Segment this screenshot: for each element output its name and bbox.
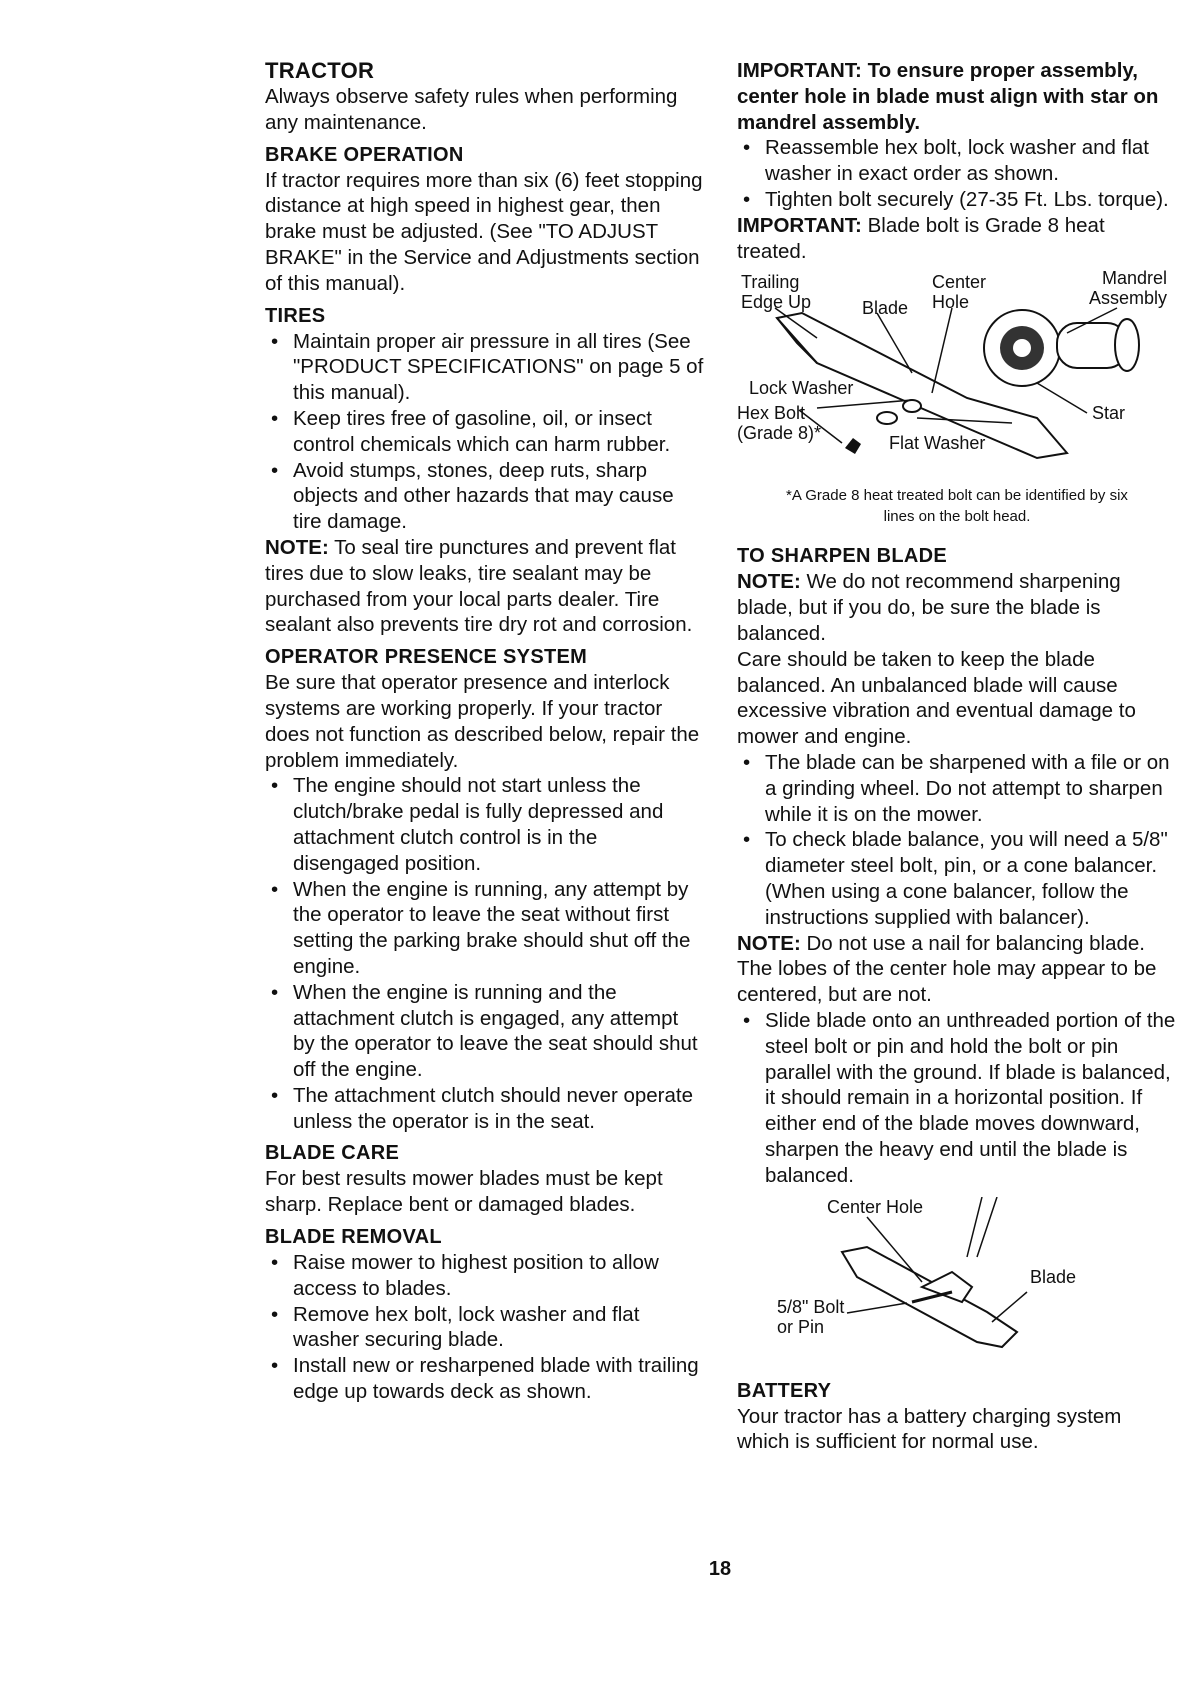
sharpen-note bbox=[737, 569, 1177, 646]
list-item: • When the engine is running and the attachment clutch is engaged, any attempt by the operator to leave the seat should shut off the engine. bbox=[265, 980, 705, 1083]
flat-washer-shape bbox=[903, 400, 921, 412]
leader-line bbox=[1037, 383, 1087, 413]
blade-care-text: For best results mower blades must be kept sharp. Replace bent or damaged blades. bbox=[265, 1167, 663, 1217]
tractor-text: Always observe safety rules when performing any maintenance. bbox=[265, 85, 678, 134]
tires-note bbox=[265, 535, 705, 638]
list-item: • Slide blade onto an unthreaded portion of the steel bolt or pin and hold the bolt or pin parallel with the ground. If blade is balanced, it should remain in a horizontal position. If either end of the blade moves downward, sharpen the heavy end until the blade is balanced. bbox=[737, 1008, 1177, 1189]
blade-assembly-figure bbox=[737, 268, 1177, 483]
brake-operation-heading: BRAKE OPERATION bbox=[265, 143, 464, 166]
leader-line bbox=[817, 400, 912, 408]
tractor-heading: TRACTOR bbox=[265, 58, 375, 83]
label-lock-washer: Lock Washer bbox=[749, 378, 854, 399]
mandrel-pulley bbox=[1115, 319, 1139, 371]
note-label: NOTE: bbox=[265, 535, 329, 559]
page-number: 18 bbox=[708, 1558, 732, 1580]
note-label: NOTE: bbox=[737, 931, 801, 955]
blade-balance-drawing bbox=[737, 1197, 1177, 1372]
blade-removal-list bbox=[265, 1250, 705, 1405]
label-trailing-edge: Trailing Edge Up bbox=[741, 272, 812, 313]
label-blade: Blade bbox=[862, 298, 909, 319]
hex-bolt-shape bbox=[845, 438, 861, 454]
bolt-grade-caption: *A Grade 8 heat treated bolt can be identified by six lines on the bolt head. bbox=[786, 487, 1128, 526]
tires-heading: TIRES bbox=[265, 304, 326, 327]
label-star: Star bbox=[1092, 403, 1126, 424]
note-label: NOTE: bbox=[737, 570, 801, 594]
operator-presence-text: Be sure that operator presence and interlock systems are working properly. If your tractor does not function as described below, repair the problem immediately. bbox=[265, 671, 700, 772]
list-item: • The attachment clutch should never operate unless the operator is in the seat. bbox=[265, 1083, 705, 1135]
list-item: • To check blade balance, you will need a 5/8" diameter steel bolt, pin, or a cone balancer. (When using a cone balancer, follow the instructions supplied with balancer). bbox=[737, 827, 1177, 930]
balance-note bbox=[737, 931, 1177, 1008]
important-text: To ensure proper assembly, center hole in blade must align with star on mandrel assembly. bbox=[737, 59, 1159, 134]
blade-balance-figure bbox=[737, 1197, 1177, 1372]
list-item: • Avoid stumps, stones, deep ruts, sharp objects and other hazards that may cause tire damage. bbox=[265, 458, 705, 535]
label-center-hole: Center Hole bbox=[827, 1196, 924, 1217]
important-text: Blade bolt is Grade 8 heat treated. bbox=[737, 213, 1105, 263]
important-bolt-grade bbox=[737, 213, 1177, 265]
leader-line bbox=[992, 1292, 1027, 1322]
list-item: • Maintain proper air pressure in all tires (See "PRODUCT SPECIFICATIONS" on page 5 of this manual). bbox=[265, 329, 705, 406]
note-text: We do not recommend sharpening blade, but if you do, be sure the blade is balanced. bbox=[737, 570, 1121, 645]
sharpen-list bbox=[737, 750, 1177, 931]
assembly-list bbox=[737, 135, 1177, 212]
mandrel-center bbox=[1013, 339, 1031, 357]
label-blade: Blade bbox=[1030, 1266, 1077, 1287]
sharpen-blade-heading: TO SHARPEN BLADE bbox=[737, 545, 948, 568]
note-text: To seal tire punctures and prevent flat tires due to slow leaks, tire sealant may be purchased from your local parts dealer. Tire sealant also prevents tire dry rot and corrosion. bbox=[265, 535, 693, 637]
list-item: • Install new or resharpened blade with trailing edge up towards deck as shown. bbox=[265, 1353, 705, 1405]
sharpen-text: Care should be taken to keep the blade balanced. An unbalanced blade will cause excessive vibration and eventual damage to mower and engine. bbox=[737, 647, 1136, 749]
blade-removal-heading: BLADE REMOVAL bbox=[265, 1226, 442, 1249]
important-assembly bbox=[737, 58, 1177, 135]
list-item: • The blade can be sharpened with a file or on a grinding wheel. Do not attempt to sharpen while it is on the mower. bbox=[737, 750, 1177, 827]
leader-line bbox=[932, 308, 952, 393]
battery-heading: BATTERY bbox=[737, 1379, 832, 1402]
lock-washer-shape bbox=[877, 412, 897, 424]
list-item: • When the engine is running, any attempt by the operator to leave the seat without first setting the parking brake should shut off the engine. bbox=[265, 877, 705, 980]
important-label: IMPORTANT: bbox=[737, 213, 862, 237]
label-mandrel-assembly: Mandrel Assembly bbox=[1088, 268, 1167, 309]
important-label: IMPORTANT: bbox=[737, 59, 862, 82]
operator-presence-list bbox=[265, 773, 705, 1134]
left-column bbox=[265, 58, 705, 1405]
blade-care-heading: BLADE CARE bbox=[265, 1142, 400, 1165]
list-item: • Remove hex bolt, lock washer and flat washer securing blade. bbox=[265, 1302, 705, 1354]
balance-list bbox=[737, 1008, 1177, 1189]
list-item: • Tighten bolt securely (27-35 Ft. Lbs. torque). bbox=[737, 187, 1177, 213]
list-item: • The engine should not start unless the clutch/brake pedal is fully depressed and attachment clutch control is in the disengaged position. bbox=[265, 773, 705, 876]
list-item: • Raise mower to highest position to allow access to blades. bbox=[265, 1250, 705, 1302]
label-center-hole: Center Hole bbox=[932, 272, 987, 313]
leader-line bbox=[847, 1303, 907, 1313]
tires-list bbox=[265, 329, 705, 535]
note-text: Do not use a nail for balancing blade. The lobes of the center hole may appear to be centered, but are not. bbox=[737, 931, 1157, 1007]
right-column bbox=[737, 58, 1177, 1455]
operator-presence-heading: OPERATOR PRESENCE SYSTEM bbox=[265, 646, 588, 669]
battery-text: Your tractor has a battery charging system which is sufficient for normal use. bbox=[737, 1404, 1122, 1454]
list-item: • Keep tires free of gasoline, oil, or insect control chemicals which can harm rubber. bbox=[265, 406, 705, 458]
label-hex-bolt: Hex Bolt (Grade 8)* bbox=[737, 403, 822, 444]
label-bolt: 5/8" Bolt or Pin bbox=[777, 1296, 845, 1337]
label-flat-washer: Flat Washer bbox=[889, 433, 986, 454]
brake-operation-text: If tractor requires more than six (6) feet stopping distance at high speed in highest gear, then brake must be adjusted. (See "TO ADJUST BRAKE" in the Service and Adjustments section of this manual). bbox=[265, 168, 703, 295]
list-item: • Reassemble hex bolt, lock washer and flat washer in exact order as shown. bbox=[737, 135, 1177, 187]
